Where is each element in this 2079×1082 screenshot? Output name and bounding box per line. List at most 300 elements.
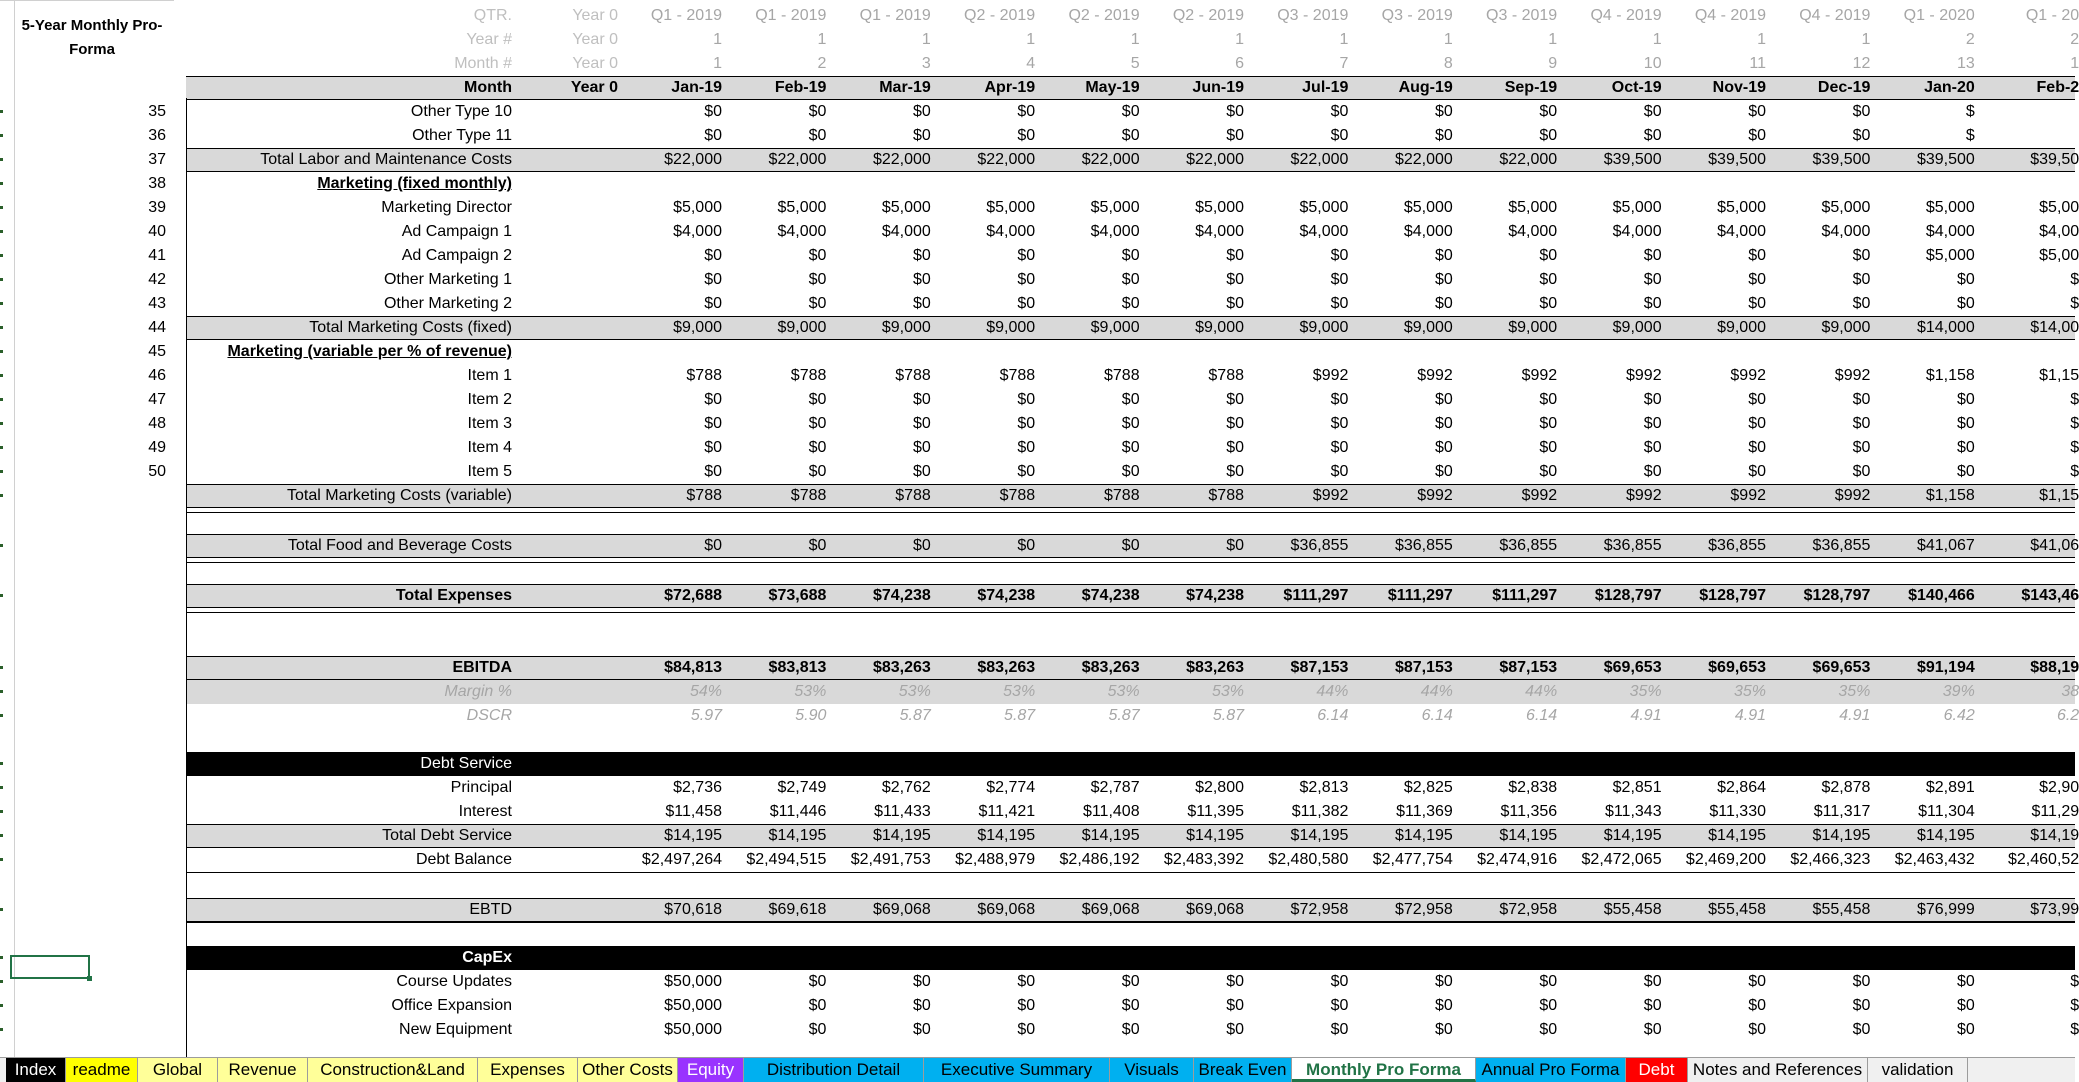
value-cell[interactable]: $4,000 — [1925, 223, 1975, 240]
header-cell[interactable]: 4 — [1026, 55, 1036, 72]
value-cell[interactable]: $0 — [808, 415, 827, 432]
value-cell[interactable]: $4,000 — [1717, 223, 1766, 240]
value-cell[interactable]: $0 — [1539, 271, 1558, 288]
value-cell[interactable]: $0 — [1017, 997, 1036, 1014]
value-cell[interactable]: $0 — [1643, 103, 1662, 120]
value-cell[interactable]: $0 — [1330, 391, 1349, 408]
value-cell[interactable]: $84,813 — [664, 659, 722, 676]
value-cell[interactable]: $0 — [1226, 391, 1244, 408]
value-cell[interactable]: $111,297 — [1387, 587, 1453, 604]
value-cell[interactable]: $0 — [1121, 997, 1140, 1014]
value-cell[interactable]: $0 — [1226, 1021, 1244, 1038]
value-cell[interactable]: $5,000 — [986, 199, 1036, 216]
value-cell[interactable]: $74,238 — [1186, 587, 1244, 604]
header-cell[interactable]: 7 — [1339, 55, 1349, 72]
value-cell[interactable]: $0 — [1017, 103, 1036, 120]
value-cell[interactable]: 35% — [1838, 683, 1871, 700]
header-cell[interactable]: 1 — [1130, 31, 1140, 48]
value-cell[interactable]: $4,000 — [1090, 223, 1140, 240]
header-cell[interactable]: 1 — [1757, 31, 1766, 48]
value-cell[interactable]: $0 — [1748, 463, 1766, 480]
sheet-tab-revenue[interactable]: Revenue — [218, 1058, 308, 1082]
value-cell[interactable]: $0 — [1748, 295, 1766, 312]
value-cell[interactable]: $22,000 — [977, 151, 1036, 168]
header-cell[interactable]: Oct-19 — [1611, 79, 1662, 96]
header-cell[interactable]: Nov-19 — [1712, 79, 1766, 96]
value-cell[interactable]: $11,343 — [1604, 803, 1662, 820]
value-cell[interactable]: $0 — [1957, 439, 1975, 456]
value-cell[interactable]: $2,891 — [1925, 779, 1975, 796]
header-cell[interactable]: Apr-19 — [984, 79, 1036, 96]
value-cell[interactable]: $11,330 — [1709, 803, 1766, 820]
header-cell[interactable]: 13 — [1957, 55, 1975, 72]
value-cell[interactable]: $4,000 — [673, 223, 722, 240]
sheet-tab-expenses[interactable]: Expenses — [478, 1058, 578, 1082]
value-cell[interactable]: $0 — [1226, 439, 1244, 456]
value-cell[interactable]: $0 — [1121, 463, 1140, 480]
value-cell[interactable]: $2,488,979 — [955, 851, 1036, 868]
value-cell[interactable]: $0 — [1435, 103, 1453, 120]
sheet-tab-equity[interactable]: Equity — [678, 1058, 744, 1082]
value-cell[interactable]: $2,787 — [1090, 779, 1140, 796]
value-cell[interactable]: $992 — [1834, 487, 1871, 504]
header-cell[interactable]: 10 — [1643, 55, 1662, 72]
header-cell[interactable]: 8 — [1443, 55, 1453, 72]
value-cell[interactable]: 35% — [1733, 683, 1766, 700]
value-cell[interactable]: $2,497,264 — [641, 851, 722, 868]
value-cell[interactable]: $0 — [913, 271, 931, 288]
value-cell[interactable]: $0 — [1643, 463, 1662, 480]
value-cell[interactable]: $2,491,753 — [850, 851, 931, 868]
value-cell[interactable]: $14,00 — [2030, 319, 2079, 336]
value-cell[interactable]: $788 — [895, 367, 931, 384]
value-cell[interactable]: $0 — [1121, 1021, 1140, 1038]
row-label[interactable]: DSCR — [466, 707, 512, 724]
header-cell[interactable]: 1 — [1235, 31, 1244, 48]
value-cell[interactable]: $22,000 — [1186, 151, 1244, 168]
value-cell[interactable]: $0 — [1748, 271, 1766, 288]
value-cell[interactable]: $0 — [1017, 391, 1036, 408]
value-cell[interactable]: $0 — [1748, 997, 1766, 1014]
value-cell[interactable]: $22,000 — [1290, 151, 1349, 168]
value-cell[interactable]: $0 — [913, 439, 931, 456]
value-cell[interactable]: $0 — [1852, 997, 1871, 1014]
value-cell[interactable]: $0 — [913, 295, 931, 312]
value-cell[interactable]: $0 — [1748, 439, 1766, 456]
value-cell[interactable]: $0 — [1748, 391, 1766, 408]
value-cell[interactable]: $0 — [704, 391, 722, 408]
value-cell[interactable]: 44% — [1316, 683, 1349, 700]
value-cell[interactable]: $4,000 — [881, 223, 931, 240]
value-cell[interactable]: $0 — [1748, 103, 1766, 120]
row-label[interactable]: Other Type 11 — [412, 127, 512, 144]
value-cell[interactable]: $5,000 — [1090, 199, 1140, 216]
value-cell[interactable]: $0 — [1435, 127, 1453, 144]
value-cell[interactable]: $0 — [1330, 271, 1349, 288]
value-cell[interactable]: $2,469,200 — [1685, 851, 1766, 868]
value-cell[interactable]: 5.87 — [1212, 707, 1244, 724]
value-cell[interactable]: $83,263 — [977, 659, 1036, 676]
value-cell[interactable]: $14,195 — [1081, 827, 1140, 844]
header-cell[interactable]: Jun-19 — [1192, 79, 1244, 96]
header-cell[interactable]: Jul-19 — [1302, 79, 1349, 96]
value-cell[interactable]: $128,797 — [1594, 587, 1662, 604]
value-cell[interactable]: $14,195 — [1290, 827, 1349, 844]
value-cell[interactable]: $0 — [1539, 439, 1558, 456]
value-cell[interactable]: $69,068 — [977, 901, 1036, 918]
row-label[interactable]: Margin % — [444, 683, 512, 700]
value-cell[interactable]: $0 — [704, 103, 722, 120]
value-cell[interactable]: $2,736 — [673, 779, 722, 796]
header-cell[interactable]: 1 — [2070, 55, 2079, 72]
header-cell[interactable]: Feb-19 — [774, 79, 827, 96]
value-cell[interactable]: $0 — [1643, 295, 1662, 312]
value-cell[interactable]: $0 — [1121, 973, 1140, 990]
value-cell[interactable]: $0 — [1539, 973, 1558, 990]
sheet-tab-global[interactable]: Global — [138, 1058, 218, 1082]
row-label[interactable]: EBTD — [469, 901, 512, 918]
value-cell[interactable]: $2,762 — [881, 779, 931, 796]
row-label[interactable]: Item 3 — [467, 415, 512, 432]
row-label[interactable]: Interest — [458, 803, 512, 820]
header-cell[interactable]: 1 — [1861, 31, 1871, 48]
row-label[interactable]: Total Marketing Costs (variable) — [287, 487, 512, 504]
value-cell[interactable]: $5,000 — [1403, 199, 1453, 216]
value-cell[interactable]: $0 — [1539, 415, 1558, 432]
value-cell[interactable]: 5.87 — [1108, 707, 1140, 724]
value-cell[interactable]: $ — [2070, 391, 2079, 408]
value-cell[interactable]: $992 — [1521, 487, 1558, 504]
row-label[interactable]: Total Marketing Costs (fixed) — [309, 319, 512, 336]
row-label[interactable]: Total Food and Beverage Costs — [287, 537, 512, 554]
value-cell[interactable]: $9,000 — [777, 319, 827, 336]
value-cell[interactable]: $4,000 — [1299, 223, 1349, 240]
value-cell[interactable]: $ — [2070, 295, 2079, 312]
value-cell[interactable]: $788 — [686, 487, 722, 504]
value-cell[interactable]: $11,317 — [1813, 803, 1871, 820]
value-cell[interactable]: $0 — [1852, 439, 1871, 456]
value-cell[interactable]: $992 — [1417, 487, 1453, 504]
value-cell[interactable]: $0 — [1539, 997, 1558, 1014]
value-cell[interactable]: $0 — [1852, 463, 1871, 480]
value-cell[interactable]: $83,263 — [1081, 659, 1140, 676]
value-cell[interactable]: $0 — [1226, 271, 1244, 288]
value-cell[interactable]: $2,483,392 — [1163, 851, 1244, 868]
value-cell[interactable]: $0 — [1643, 1021, 1662, 1038]
value-cell[interactable]: $0 — [704, 439, 722, 456]
value-cell[interactable]: $4,000 — [1508, 223, 1558, 240]
value-cell[interactable]: $ — [2070, 271, 2079, 288]
value-cell[interactable]: $36,855 — [1290, 537, 1349, 554]
value-cell[interactable]: $2,825 — [1403, 779, 1453, 796]
value-cell[interactable]: $ — [2070, 1021, 2079, 1038]
value-cell[interactable]: $11,29 — [2031, 803, 2079, 820]
value-cell[interactable]: $992 — [1730, 367, 1766, 384]
header-cell[interactable]: Sep-19 — [1504, 79, 1558, 96]
value-cell[interactable]: $0 — [704, 415, 722, 432]
value-cell[interactable]: $9,000 — [1195, 319, 1244, 336]
value-cell[interactable]: $5,000 — [1299, 199, 1349, 216]
row-label[interactable]: EBITDA — [452, 659, 512, 676]
value-cell[interactable]: $0 — [1957, 1021, 1975, 1038]
value-cell[interactable]: $11,304 — [1918, 803, 1975, 820]
value-cell[interactable]: $9,000 — [1090, 319, 1140, 336]
value-cell[interactable]: $0 — [1121, 295, 1140, 312]
value-cell[interactable]: $788 — [1104, 367, 1140, 384]
row-label[interactable]: Total Debt Service — [382, 827, 512, 844]
header-cell[interactable]: Q1 - 2019 — [859, 7, 931, 24]
value-cell[interactable]: $992 — [1730, 487, 1766, 504]
value-cell[interactable]: $0 — [1330, 439, 1349, 456]
value-cell[interactable]: $91,194 — [1916, 659, 1975, 676]
value-cell[interactable]: $0 — [808, 1021, 827, 1038]
header-cell[interactable]: Q2 - 2019 — [1172, 7, 1244, 24]
value-cell[interactable]: $55,458 — [1708, 901, 1766, 918]
value-cell[interactable]: $0 — [1017, 271, 1036, 288]
value-cell[interactable]: $0 — [1539, 103, 1558, 120]
value-cell[interactable]: $0 — [913, 537, 931, 554]
header-cell[interactable]: Q2 - 2019 — [1068, 7, 1140, 24]
value-cell[interactable]: $9,000 — [1717, 319, 1766, 336]
value-cell[interactable]: $0 — [1957, 973, 1975, 990]
value-cell[interactable]: $0 — [1748, 127, 1766, 144]
value-cell[interactable]: $0 — [1435, 1021, 1453, 1038]
sheet-tab-readme[interactable]: readme — [66, 1058, 138, 1082]
value-cell[interactable]: 5.87 — [899, 707, 931, 724]
value-cell[interactable]: $2,466,323 — [1790, 851, 1871, 868]
header-cell[interactable]: Q4 - 2019 — [1799, 7, 1871, 24]
value-cell[interactable]: $0 — [808, 973, 827, 990]
header-label[interactable]: Month # — [454, 55, 512, 72]
value-cell[interactable]: $55,458 — [1812, 901, 1871, 918]
header-cell[interactable]: Q2 - 2019 — [964, 7, 1036, 24]
header-cell[interactable]: Q3 - 2019 — [1486, 7, 1558, 24]
value-cell[interactable]: $5,000 — [1508, 199, 1558, 216]
value-cell[interactable]: $128,797 — [1699, 587, 1766, 604]
value-cell[interactable]: $0 — [1852, 271, 1871, 288]
value-cell[interactable]: $0 — [1852, 247, 1871, 264]
value-cell[interactable]: 6.2 — [2056, 707, 2079, 724]
value-cell[interactable]: $14,195 — [1186, 827, 1244, 844]
value-cell[interactable]: $0 — [1643, 439, 1662, 456]
sheet-tab-other-costs[interactable]: Other Costs — [578, 1058, 678, 1082]
row-label[interactable]: Item 4 — [467, 439, 512, 456]
value-cell[interactable]: $0 — [1539, 127, 1558, 144]
value-cell[interactable]: $2,494,515 — [746, 851, 827, 868]
value-cell[interactable]: $111,297 — [1283, 587, 1349, 604]
sheet-tab-visuals[interactable]: Visuals — [1110, 1058, 1194, 1082]
value-cell[interactable]: $83,263 — [872, 659, 931, 676]
value-cell[interactable]: $0 — [704, 463, 722, 480]
value-cell[interactable]: $83,813 — [768, 659, 827, 676]
header-cell[interactable]: 1 — [817, 31, 827, 48]
header-cell[interactable]: 1 — [921, 31, 931, 48]
value-cell[interactable]: $11,433 — [874, 803, 931, 820]
value-cell[interactable]: $0 — [1957, 415, 1975, 432]
value-cell[interactable]: $36,855 — [1394, 537, 1453, 554]
value-cell[interactable]: $0 — [1121, 247, 1140, 264]
row-label[interactable]: Marketing Director — [381, 199, 512, 216]
value-cell[interactable]: $22,000 — [1499, 151, 1558, 168]
value-cell[interactable]: $74,238 — [1081, 587, 1140, 604]
value-cell[interactable]: $0 — [1643, 997, 1662, 1014]
value-cell[interactable]: $0 — [913, 247, 931, 264]
value-cell[interactable]: $0 — [1539, 391, 1558, 408]
value-cell[interactable]: $5,000 — [1717, 199, 1766, 216]
header-cell[interactable]: 1 — [1652, 31, 1662, 48]
value-cell[interactable]: $14,195 — [977, 827, 1036, 844]
value-cell[interactable]: $0 — [1748, 415, 1766, 432]
value-cell[interactable]: 53% — [1107, 683, 1140, 700]
value-cell[interactable]: $0 — [704, 295, 722, 312]
value-cell[interactable]: $0 — [808, 463, 827, 480]
value-cell[interactable]: $0 — [1226, 463, 1244, 480]
value-cell[interactable]: $0 — [1226, 103, 1244, 120]
value-cell[interactable]: $50,000 — [664, 997, 722, 1014]
header-cell[interactable]: Mar-19 — [879, 79, 931, 96]
value-cell[interactable]: $9,000 — [881, 319, 931, 336]
value-cell[interactable]: $2,474,916 — [1477, 851, 1558, 868]
header-cell[interactable]: Feb-2 — [2036, 79, 2079, 96]
value-cell[interactable]: $74,238 — [872, 587, 931, 604]
value-cell[interactable]: $22,000 — [872, 151, 931, 168]
value-cell[interactable]: $69,618 — [768, 901, 827, 918]
value-cell[interactable]: 4.91 — [1630, 707, 1662, 724]
value-cell[interactable]: $0 — [1330, 247, 1349, 264]
value-cell[interactable]: $0 — [1643, 247, 1662, 264]
value-cell[interactable]: 5.97 — [690, 707, 722, 724]
value-cell[interactable]: $111,297 — [1492, 587, 1558, 604]
row-label[interactable]: Item 2 — [467, 391, 512, 408]
value-cell[interactable]: $788 — [999, 487, 1036, 504]
value-cell[interactable]: $11,446 — [769, 803, 827, 820]
value-cell[interactable]: $2,800 — [1195, 779, 1244, 796]
value-cell[interactable]: $87,153 — [1499, 659, 1558, 676]
sheet-tab-index[interactable]: Index — [6, 1058, 66, 1082]
value-cell[interactable]: $0 — [1435, 973, 1453, 990]
value-cell[interactable]: $9,000 — [1299, 319, 1349, 336]
value-cell[interactable]: $0 — [1330, 127, 1349, 144]
row-label[interactable]: Marketing (fixed monthly) — [317, 175, 512, 192]
value-cell[interactable]: $ — [2070, 973, 2079, 990]
value-cell[interactable]: $ — [1965, 103, 1975, 120]
value-cell[interactable]: $69,068 — [872, 901, 931, 918]
value-cell[interactable]: $73,688 — [768, 587, 827, 604]
value-cell[interactable]: $128,797 — [1803, 587, 1871, 604]
value-cell[interactable]: $2,813 — [1299, 779, 1349, 796]
value-cell[interactable]: $788 — [790, 367, 827, 384]
value-cell[interactable]: $0 — [1121, 537, 1140, 554]
header-cell[interactable]: 2 — [817, 55, 827, 72]
row-label[interactable]: Other Marketing 1 — [383, 271, 512, 288]
value-cell[interactable]: $788 — [1208, 367, 1244, 384]
value-cell[interactable]: $788 — [790, 487, 827, 504]
value-cell[interactable]: $11,408 — [1082, 803, 1140, 820]
value-cell[interactable]: $14,195 — [768, 827, 827, 844]
value-cell[interactable]: $73,99 — [2030, 901, 2079, 918]
value-cell[interactable]: $0 — [1226, 415, 1244, 432]
value-cell[interactable]: $2,480,580 — [1268, 851, 1349, 868]
value-cell[interactable]: $0 — [808, 537, 827, 554]
value-cell[interactable]: $69,068 — [1081, 901, 1140, 918]
row-label[interactable]: Debt Balance — [415, 851, 512, 868]
value-cell[interactable]: $992 — [1417, 367, 1453, 384]
value-cell[interactable]: $50,000 — [664, 1021, 722, 1038]
value-cell[interactable]: $0 — [1330, 295, 1349, 312]
value-cell[interactable]: $4,000 — [986, 223, 1036, 240]
value-cell[interactable]: $39,500 — [1708, 151, 1766, 168]
value-cell[interactable]: $0 — [1226, 295, 1244, 312]
value-cell[interactable]: 44% — [1525, 683, 1558, 700]
value-cell[interactable]: 6.42 — [1943, 707, 1975, 724]
row-label[interactable]: Item 5 — [467, 463, 512, 480]
value-cell[interactable]: 53% — [1003, 683, 1036, 700]
row-label[interactable]: Ad Campaign 2 — [401, 247, 512, 264]
value-cell[interactable]: $0 — [1539, 247, 1558, 264]
header-cell[interactable]: 2 — [1965, 31, 1975, 48]
header-cell[interactable]: 1 — [1548, 31, 1558, 48]
header-cell[interactable]: 1 — [1339, 31, 1349, 48]
value-cell[interactable]: $2,463,432 — [1894, 851, 1975, 868]
header-cell[interactable]: 5 — [1130, 55, 1140, 72]
value-cell[interactable]: 53% — [1211, 683, 1244, 700]
value-cell[interactable]: $0 — [1643, 391, 1662, 408]
header-cell[interactable]: 2 — [2070, 31, 2079, 48]
value-cell[interactable]: $0 — [1121, 127, 1140, 144]
value-cell[interactable]: $22,000 — [664, 151, 722, 168]
value-cell[interactable]: $0 — [1957, 271, 1975, 288]
value-cell[interactable]: $0 — [1330, 997, 1349, 1014]
sheet-tab-notes-and-references[interactable]: Notes and References — [1688, 1058, 1868, 1082]
value-cell[interactable]: $0 — [1748, 973, 1766, 990]
value-cell[interactable]: $69,068 — [1186, 901, 1244, 918]
value-cell[interactable]: $9,000 — [1821, 319, 1871, 336]
value-cell[interactable]: 53% — [794, 683, 827, 700]
value-cell[interactable]: 4.91 — [1734, 707, 1766, 724]
value-cell[interactable]: $0 — [1435, 271, 1453, 288]
header-cell[interactable]: Q1 - 2019 — [755, 7, 827, 24]
value-cell[interactable]: $0 — [808, 103, 827, 120]
value-cell[interactable]: $70,618 — [664, 901, 722, 918]
value-cell[interactable]: $0 — [1226, 127, 1244, 144]
value-cell[interactable]: $0 — [1121, 439, 1140, 456]
row-label[interactable]: Item 1 — [467, 367, 512, 384]
value-cell[interactable]: $0 — [913, 103, 931, 120]
value-cell[interactable]: $50,000 — [664, 973, 722, 990]
value-cell[interactable]: $0 — [1435, 247, 1453, 264]
value-cell[interactable]: $14,195 — [1603, 827, 1662, 844]
value-cell[interactable]: 5.90 — [795, 707, 827, 724]
value-cell[interactable]: $992 — [1626, 367, 1662, 384]
value-cell[interactable]: $76,999 — [1916, 901, 1975, 918]
value-cell[interactable]: $1,15 — [2039, 487, 2079, 504]
sheet-tab-validation[interactable]: validation — [1868, 1058, 1968, 1082]
value-cell[interactable]: $0 — [1435, 391, 1453, 408]
value-cell[interactable]: $1,158 — [1925, 367, 1975, 384]
header-cell[interactable]: 6 — [1235, 55, 1244, 72]
value-cell[interactable]: $39,500 — [1812, 151, 1871, 168]
value-cell[interactable]: $0 — [913, 997, 931, 1014]
value-cell[interactable]: $14,195 — [1812, 827, 1871, 844]
header-cell[interactable]: Q1 - 20 — [2025, 7, 2079, 24]
value-cell[interactable]: 44% — [1420, 683, 1453, 700]
value-cell[interactable]: $0 — [704, 537, 722, 554]
value-cell[interactable]: $2,477,754 — [1372, 851, 1453, 868]
value-cell[interactable]: $0 — [1226, 247, 1244, 264]
header-cell[interactable]: 1 — [1026, 31, 1036, 48]
value-cell[interactable]: $0 — [704, 247, 722, 264]
year0-header[interactable]: Year 0 — [572, 55, 618, 72]
